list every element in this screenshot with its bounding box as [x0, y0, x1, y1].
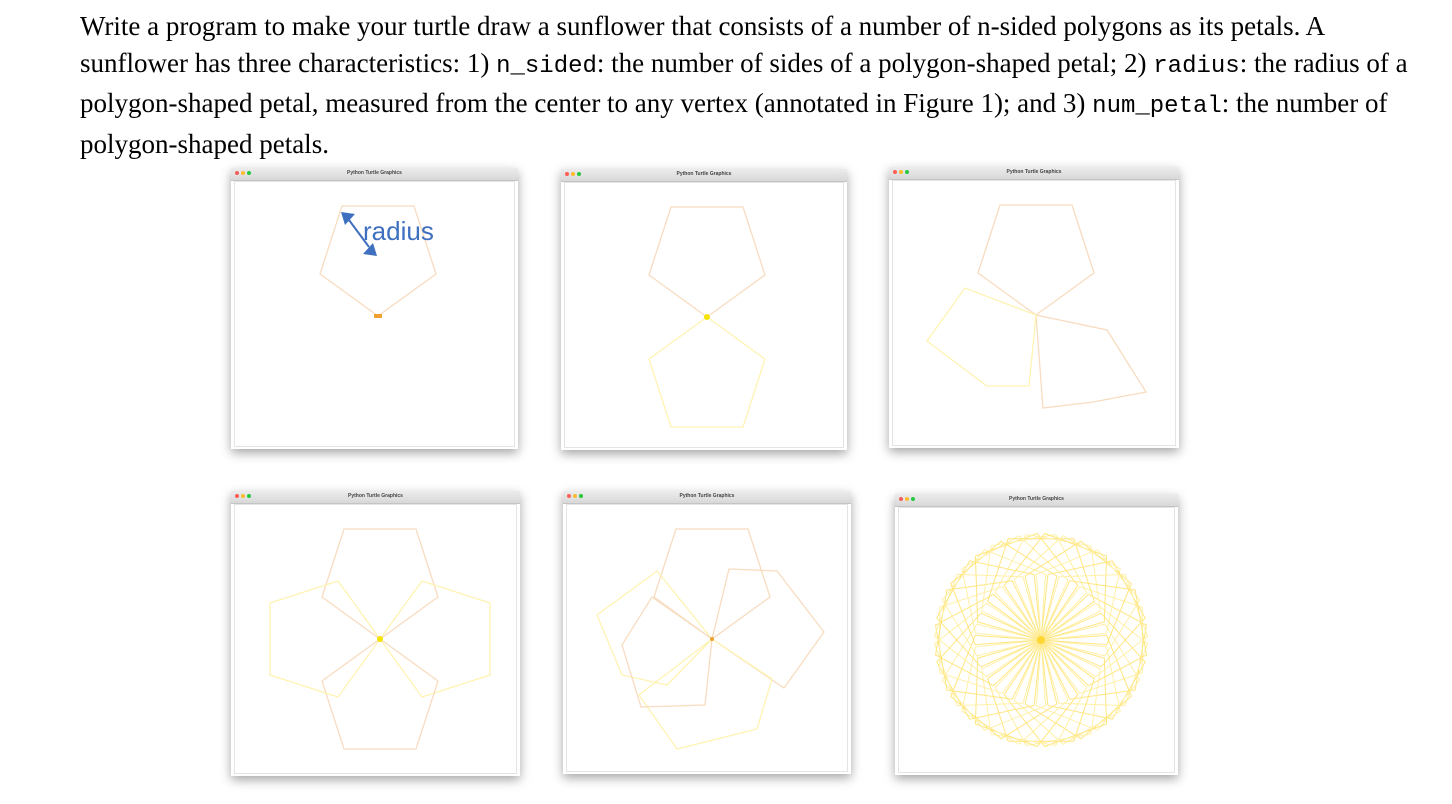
window-titlebar[interactable] — [563, 491, 851, 504]
turtle-canvas — [892, 180, 1176, 446]
turtle-canvas — [564, 182, 844, 448]
drawing — [565, 183, 843, 447]
drawing — [893, 181, 1175, 445]
arrow-head-up — [341, 212, 355, 225]
window-titlebar[interactable] — [895, 494, 1178, 507]
turtle-window-5 — [563, 491, 851, 774]
text-segment: : the radius of a polygon-shaped petal, measured from the center to any vertex (annotated in Figure 1); and 3) — [80, 47, 1408, 118]
turtle-window-6 — [895, 494, 1178, 775]
petal — [639, 639, 772, 749]
window-titlebar[interactable] — [231, 491, 520, 504]
drawing — [235, 182, 514, 446]
turtle-window-3 — [889, 167, 1179, 448]
window-title: Python Turtle Graphics — [676, 171, 732, 177]
drawing — [567, 505, 847, 771]
window-titlebar[interactable] — [231, 168, 518, 181]
window-titlebar[interactable] — [889, 167, 1179, 180]
turtle-canvas — [234, 504, 517, 774]
petal — [654, 529, 770, 639]
text-segment: : the number of polygon-shaped petals. — [80, 88, 1388, 159]
turtle-canvas — [898, 507, 1175, 773]
drawing — [899, 508, 1174, 772]
petal — [1036, 315, 1146, 408]
window-title: Python Turtle Graphics — [1006, 169, 1062, 175]
text-segment: Write a program to make your turtle draw a sunflower that consists of a number of n-sided polygons as its petals. A sunflower has three characteristics: 1) — [80, 11, 1324, 78]
turtle-window-4 — [231, 491, 520, 776]
turtle-canvas — [234, 181, 515, 447]
turtle-window-2 — [561, 169, 847, 450]
petal — [712, 569, 824, 688]
code-num-petal: num_petal — [1092, 93, 1222, 120]
code-radius: radius — [1153, 52, 1240, 80]
window-title: Python Turtle Graphics — [347, 170, 402, 176]
petal — [978, 205, 1094, 315]
turtle-canvas — [566, 504, 848, 772]
turtle-center — [377, 636, 383, 642]
turtle-center — [704, 314, 710, 320]
turtle-center — [1037, 636, 1045, 644]
turtle-window-1 — [231, 168, 518, 449]
radius-label: radius — [363, 216, 434, 246]
problem-paragraph — [80, 8, 1410, 162]
window-title: Python Turtle Graphics — [348, 493, 403, 499]
window-title: Python Turtle Graphics — [1009, 496, 1064, 502]
turtle-center — [374, 314, 382, 318]
turtle-center — [710, 637, 714, 641]
petal — [649, 207, 765, 317]
petal — [649, 317, 765, 427]
problem-statement — [80, 8, 1410, 162]
window-titlebar[interactable] — [561, 169, 847, 182]
text-segment: : the number of sides of a polygon-shaped petal; 2) — [596, 47, 1154, 78]
code-n-sided: n_sided — [496, 52, 597, 80]
drawing — [235, 505, 516, 773]
petal — [597, 571, 712, 685]
window-title: Python Turtle Graphics — [679, 493, 735, 499]
